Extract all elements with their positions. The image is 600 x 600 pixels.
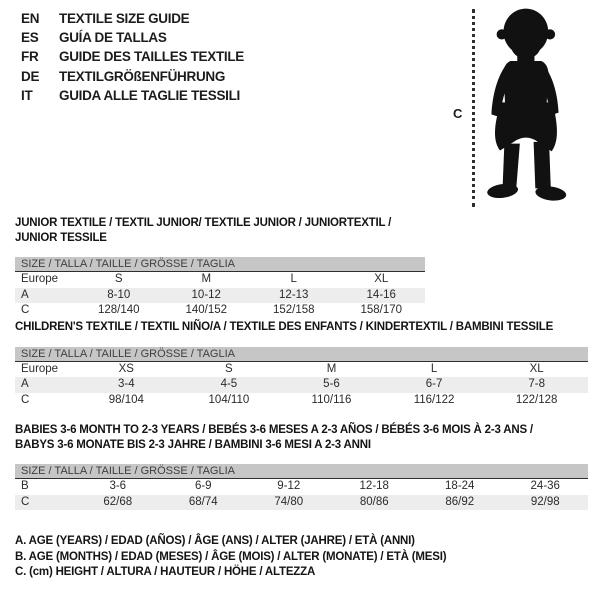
size-cell: S (114, 273, 123, 285)
size-cell: 4-5 (220, 378, 238, 390)
table-row (15, 362, 588, 378)
size-cell: 98/104 (108, 393, 144, 406)
row-label-cell: Europe (21, 362, 59, 375)
size-table-junior (15, 216, 425, 319)
size-cell: 5-6 (323, 378, 340, 390)
size-cell: XL (529, 362, 544, 375)
table-title-line: BABYS 3-6 MONATE BIS 2-3 JAHRE / BAMBINI 3-6 MESI A 2-3 ANNI (15, 438, 371, 451)
language-row (21, 86, 244, 105)
row-label-cell: Europe (21, 273, 59, 285)
table-size-header: SIZE / TALLA / TAILLE / GRÖSSE / TAGLIA (15, 347, 588, 362)
size-cell: 24-36 (530, 480, 560, 492)
table-title (15, 320, 588, 335)
table-row (15, 288, 425, 304)
size-cell: 12-18 (359, 480, 389, 492)
table-title (15, 216, 425, 245)
size-cell: 68/74 (188, 495, 218, 508)
size-cell: 9-12 (277, 480, 301, 492)
baby-silhouette-icon (481, 6, 569, 209)
language-row (21, 28, 244, 47)
size-cell: 3-6 (109, 480, 127, 492)
size-cell: 14-16 (366, 288, 396, 301)
table-row (15, 495, 588, 511)
size-cell: 8-10 (107, 288, 131, 301)
size-cell: 3-4 (117, 378, 135, 390)
row-label-cell: C (21, 495, 30, 508)
legend-line: B. AGE (MONTHS) / EDAD (MESES) / ÂGE (MOIS) / ALTER (MONATE) / ETÀ (MESI) (15, 550, 447, 563)
language-row (21, 67, 244, 86)
measurement-legend (15, 534, 446, 581)
language-code: DE (21, 68, 40, 84)
language-row (21, 47, 244, 66)
language-code: FR (21, 49, 39, 65)
row-label-cell: C (21, 393, 30, 406)
language-label: GUIDE DES TAILLES TEXTILE (59, 49, 245, 65)
table-row (15, 377, 588, 393)
size-cell: 110/116 (311, 393, 352, 406)
size-cell: 62/68 (103, 495, 133, 508)
language-header (21, 9, 244, 105)
legend-line: C. (cm) HEIGHT / ALTURA / HAUTEUR / HÖHE / ALTEZZA (15, 566, 316, 579)
table-row (15, 272, 425, 288)
table-rows (15, 362, 588, 409)
table-size-header: SIZE / TALLA / TAILLE / GRÖSSE / TAGLIA (15, 464, 588, 479)
size-cell: 116/122 (413, 393, 455, 406)
row-label-cell: C (21, 304, 30, 316)
language-code: ES (21, 30, 39, 46)
size-cell: XL (374, 273, 389, 285)
table-title-line: BABIES 3-6 MONTH TO 2-3 YEARS / BEBÉS 3-6 MESES A 2-3 AÑOS / BÉBÉS 3-6 MOIS À 2-3 ANS / (15, 424, 533, 436)
row-label-cell: B (21, 480, 29, 492)
legend-line: A. AGE (YEARS) / EDAD (AÑOS) / ÂGE (ANS) / ALTER (JAHRE) / ETÀ (ANNI) (15, 535, 415, 547)
size-cell: 92/98 (530, 495, 560, 508)
size-cell: 86/92 (445, 495, 475, 508)
table-rows (15, 479, 588, 510)
row-label-cell: A (21, 378, 29, 390)
size-cell: 7-8 (528, 378, 545, 390)
size-cell: 140/152 (185, 304, 228, 316)
language-label: TEXTILE SIZE GUIDE (59, 11, 190, 26)
table-size-header: SIZE / TALLA / TAILLE / GRÖSSE / TAGLIA (15, 257, 425, 272)
height-measure-label: C (453, 106, 463, 121)
table-title (15, 423, 588, 452)
size-cell: M (201, 273, 212, 285)
size-cell: L (290, 273, 297, 285)
table-title-line: JUNIOR TEXTILE / TEXTIL JUNIOR/ TEXTILE JUNIOR / JUNIORTEXTIL / JUNIOR TESSILE (15, 217, 392, 244)
size-cell: 158/170 (360, 304, 403, 316)
language-label: GUIDA ALLE TAGLIE TESSILI (59, 87, 240, 103)
table-title-line: CHILDREN'S TEXTILE / TEXTIL NIÑO/A / TEXTILE DES ENFANTS / KINDERTEXTIL / BAMBINI TESSILE (15, 321, 554, 333)
size-cell: 6-7 (425, 378, 443, 390)
size-cell: 10-12 (191, 288, 221, 301)
size-table-babies (15, 423, 588, 510)
table-row (15, 303, 425, 319)
row-label-cell: A (21, 288, 29, 301)
size-cell: 152/158 (272, 304, 315, 316)
size-cell: XS (118, 362, 134, 375)
size-cell: 104/110 (208, 393, 250, 406)
language-row (21, 9, 244, 28)
size-cell: L (430, 362, 438, 375)
language-label: GUÍA DE TALLAS (59, 30, 167, 46)
language-label: TEXTILGRÖßENFÜHRUNG (59, 68, 226, 84)
size-cell: 122/128 (515, 393, 558, 406)
size-cell: 128/140 (97, 304, 140, 316)
table-row (15, 393, 588, 409)
size-cell: S (225, 362, 233, 375)
language-code: IT (21, 87, 33, 103)
table-rows (15, 272, 425, 319)
size-cell: 18-24 (445, 480, 475, 492)
size-table-children (15, 320, 588, 408)
height-measure-line (472, 9, 475, 207)
size-cell: 6-9 (194, 480, 212, 492)
size-cell: 74/80 (274, 495, 304, 508)
size-cell: M (326, 362, 337, 375)
language-code: EN (21, 11, 40, 26)
size-cell: 12-13 (279, 288, 309, 301)
language-list (21, 9, 244, 105)
size-cell: 80/86 (359, 495, 389, 508)
table-row (15, 479, 588, 495)
